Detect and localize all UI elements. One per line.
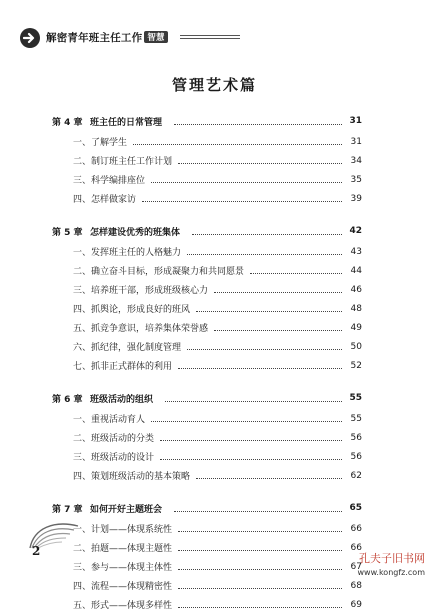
page-header <box>20 28 235 48</box>
entry-label: 一、重视活动育人 <box>73 415 146 425</box>
entry-page-number: 31 <box>350 136 362 147</box>
page-footer <box>24 514 84 574</box>
toc-entry-row[interactable] <box>52 337 362 356</box>
chapter-number: 第 4 章 <box>52 117 83 128</box>
entry-page-number: 68 <box>350 580 362 591</box>
toc-entry-row[interactable] <box>52 132 362 151</box>
chapter-gap <box>52 208 362 220</box>
leader-dots <box>160 459 342 460</box>
entry-label: 二、班级活动的分类 <box>73 434 155 444</box>
section-title: 管理艺术篇 <box>171 76 257 94</box>
toc-entry-row[interactable] <box>52 519 362 538</box>
entry-page-number: 56 <box>350 451 362 462</box>
toc-chapter-row[interactable] <box>52 220 362 242</box>
entry-label: 七、抓非正式群体的利用 <box>73 362 173 372</box>
leader-dots <box>192 234 342 235</box>
chapter-page-number: 31 <box>349 116 362 126</box>
watermark <box>310 550 425 577</box>
entry-page-number: 48 <box>350 303 362 314</box>
entry-label: 四、怎样做家访 <box>73 195 137 205</box>
leader-dots <box>196 311 342 312</box>
entry-page-number: 67 <box>350 561 362 572</box>
table-of-contents <box>52 110 362 614</box>
leader-dots <box>196 478 342 479</box>
entry-page-number: 69 <box>350 599 362 610</box>
leader-dots <box>133 144 342 145</box>
toc-entry-row[interactable] <box>52 356 362 375</box>
entry-page-number: 43 <box>350 246 362 257</box>
leader-dots <box>187 254 342 255</box>
entry-label: 五、抓竞争意识，培养集体荣誉感 <box>73 324 209 334</box>
entry-page-number: 55 <box>350 413 362 424</box>
header-decoration <box>180 35 240 42</box>
entry-label: 三、参与——体现主体性 <box>73 563 173 573</box>
toc-entry-row[interactable] <box>52 447 362 466</box>
entry-page-number: 52 <box>350 360 362 371</box>
entry-label: 一、计划——体现系统性 <box>73 525 173 535</box>
entry-page-number: 56 <box>350 432 362 443</box>
entry-page-number: 39 <box>350 193 362 204</box>
leader-dots <box>214 330 342 331</box>
toc-entry-row[interactable] <box>52 318 362 337</box>
entry-label: 一、了解学生 <box>73 138 128 148</box>
chapter-title: 如何开好主题班会 <box>90 504 163 515</box>
leader-dots <box>250 273 342 274</box>
entry-label: 四、抓舆论，形成良好的班风 <box>73 305 191 315</box>
toc-entry-row[interactable] <box>52 576 362 595</box>
entry-label: 五、形式——体现多样性 <box>73 601 173 611</box>
entry-label: 三、班级活动的设计 <box>73 453 155 463</box>
entry-page-number: 66 <box>350 542 362 553</box>
chapter-number: 第 6 章 <box>52 394 83 405</box>
header-badge: 智慧 <box>144 31 167 43</box>
toc-entry-row[interactable] <box>52 170 362 189</box>
chapter-page-number: 42 <box>349 226 362 236</box>
entry-page-number: 62 <box>350 470 362 481</box>
entry-page-number: 35 <box>350 174 362 185</box>
leader-dots <box>151 182 342 183</box>
leader-dots <box>160 440 342 441</box>
entry-page-number: 44 <box>350 265 362 276</box>
entry-page-number: 49 <box>350 322 362 333</box>
entry-label: 三、培养班干部，形成班级核心力 <box>73 286 209 296</box>
toc-entry-row[interactable] <box>52 261 362 280</box>
toc-entry-row[interactable] <box>52 466 362 485</box>
entry-label: 二、拍题——体现主题性 <box>73 544 173 554</box>
leader-dots <box>178 368 342 369</box>
chapter-title: 班级活动的组织 <box>90 394 154 405</box>
chapter-gap <box>52 485 362 497</box>
leader-dots <box>165 401 342 402</box>
entry-page-number: 46 <box>350 284 362 295</box>
leader-dots <box>178 588 342 589</box>
leader-dots <box>174 511 342 512</box>
entry-label: 二、制订班主任工作计划 <box>73 157 173 167</box>
leader-dots <box>142 201 342 202</box>
toc-entry-row[interactable] <box>52 189 362 208</box>
toc-entry-row[interactable] <box>52 299 362 318</box>
leader-dots <box>178 607 342 608</box>
toc-entry-row[interactable] <box>52 151 362 170</box>
entry-label: 三、科学编排座位 <box>73 176 146 186</box>
chapter-title: 班主任的日常管理 <box>90 117 163 128</box>
chapter-page-number: 65 <box>349 503 362 513</box>
toc-entry-row[interactable] <box>52 595 362 614</box>
leader-dots <box>151 421 342 422</box>
chapter-number: 第 5 章 <box>52 227 83 238</box>
toc-chapter-row[interactable] <box>52 387 362 409</box>
toc-entry-row[interactable] <box>52 428 362 447</box>
chapter-title: 怎样建设优秀的班集体 <box>90 227 181 238</box>
chapter-gap <box>52 375 362 387</box>
arrow-right-icon <box>20 28 40 48</box>
page-number: 2 <box>32 544 41 558</box>
watermark-text: 孔夫子旧书网 <box>359 552 425 565</box>
toc-entry-row[interactable] <box>52 409 362 428</box>
entry-label: 二、确立奋斗目标，形成凝聚力和共同愿景 <box>73 267 245 277</box>
chapter-page-number: 55 <box>349 393 362 403</box>
leader-dots <box>174 124 342 125</box>
entry-page-number: 66 <box>350 523 362 534</box>
leader-dots <box>187 349 342 350</box>
leader-dots <box>178 531 342 532</box>
header-title: 解密青年班主任工作 智慧 <box>46 30 168 45</box>
toc-chapter-row[interactable] <box>52 110 362 132</box>
watermark-url: www.kongfz.com <box>357 568 425 577</box>
toc-entry-row[interactable] <box>52 280 362 299</box>
toc-chapter-row[interactable] <box>52 497 362 519</box>
entry-page-number: 50 <box>350 341 362 352</box>
chapter-number: 第 7 章 <box>52 504 83 515</box>
entry-label: 四、策划班级活动的基本策略 <box>73 472 191 482</box>
entry-label: 六、抓纪律，强化制度管理 <box>73 343 182 353</box>
leader-dots <box>178 163 342 164</box>
toc-entry-row[interactable] <box>52 242 362 261</box>
entry-label: 四、流程——体现精密性 <box>73 582 173 592</box>
leader-dots <box>214 292 342 293</box>
entry-label: 一、发挥班主任的人格魅力 <box>73 248 182 258</box>
entry-page-number: 34 <box>350 155 362 166</box>
